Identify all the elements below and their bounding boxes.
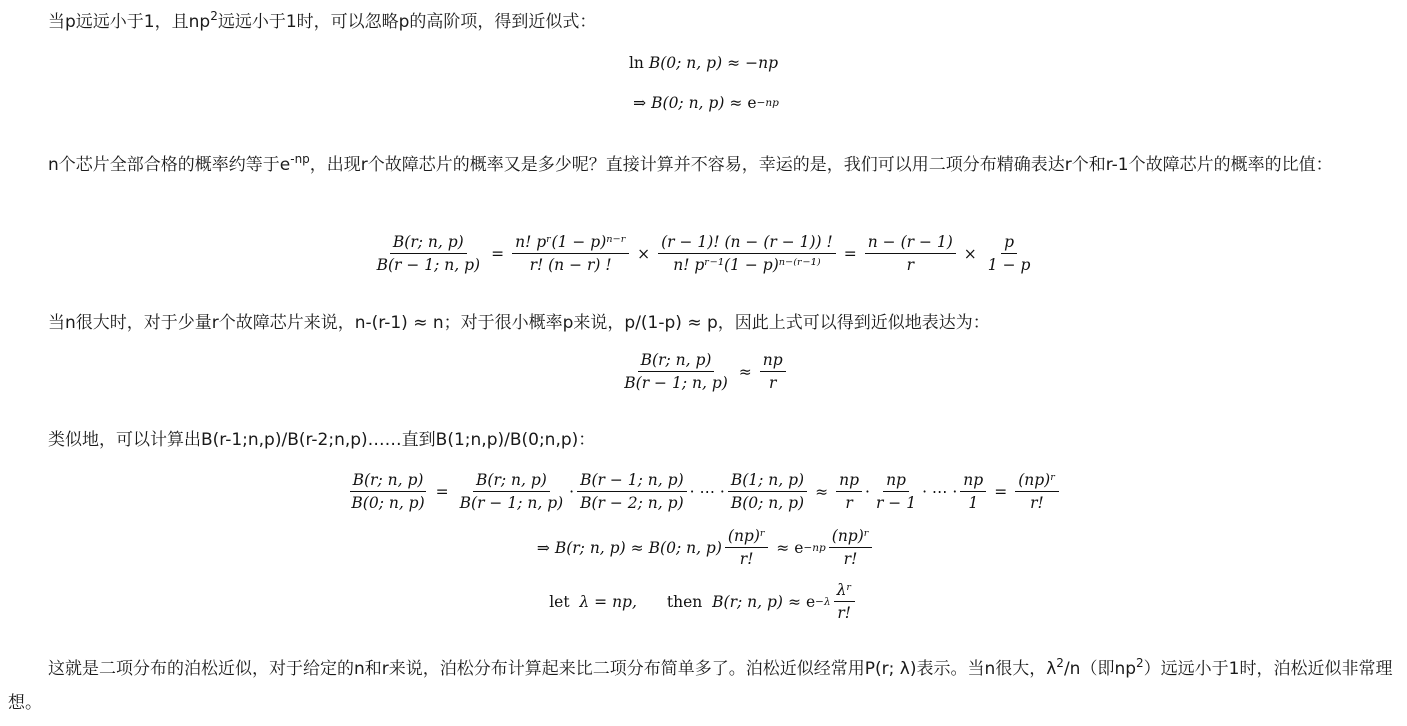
fraction-binomial-r bbox=[512, 233, 629, 274]
equals-sign: = bbox=[491, 244, 505, 263]
equation-product-chain bbox=[0, 471, 1407, 512]
fraction-chain-1 bbox=[457, 471, 567, 512]
exp-base: e bbox=[794, 538, 804, 557]
fraction-np-r-minus-1 bbox=[873, 471, 919, 512]
fraction-np-pow-r bbox=[1015, 471, 1058, 512]
approx-symbol: ≈ bbox=[630, 538, 644, 557]
fraction-numerator: n! pʳ(1 − p)ⁿ⁻ʳ bbox=[512, 233, 629, 254]
fraction-denominator: n! pʳ⁻¹(1 − p)ⁿ⁻⁽ʳ⁻¹⁾ bbox=[673, 256, 821, 274]
fraction-lambda-pow-r bbox=[834, 581, 855, 622]
fraction-numerator: p bbox=[1001, 233, 1017, 254]
paragraph-5-text-b: /n（即np bbox=[1063, 659, 1137, 679]
approx-symbol: ≈ bbox=[727, 54, 741, 72]
exp-base: e bbox=[805, 592, 816, 611]
fraction-denominator: B(r − 1; n, p) bbox=[459, 494, 564, 512]
fraction-denominator: r − 1 bbox=[875, 494, 917, 512]
paragraph-5-text-c: ）远远小于1时，泊松近似非常理想。 bbox=[8, 659, 1393, 713]
fraction-numerator: B(r; n, p) bbox=[350, 471, 427, 492]
eq6-lhs: B(r; n, p) bbox=[554, 538, 626, 557]
ellipsis-operator: · ⋯ · bbox=[922, 482, 958, 501]
fraction-numerator: np bbox=[960, 471, 986, 492]
fraction-numerator: (np)ʳ bbox=[725, 527, 768, 548]
paragraph-2-text-a: n个芯片全部合格的概率约等于e bbox=[48, 155, 291, 175]
fraction-numerator: np bbox=[760, 351, 786, 372]
fraction-denominator: 1 bbox=[968, 494, 979, 512]
fraction-numerator: B(r; n, p) bbox=[473, 471, 550, 492]
paragraph-1-superscript: 2 bbox=[210, 9, 218, 23]
paragraph-4 bbox=[8, 423, 1393, 457]
paragraph-1 bbox=[8, 5, 1393, 39]
equation-ln-b0 bbox=[0, 54, 1407, 72]
fraction-denominator: B(r − 2; n, p) bbox=[580, 494, 684, 512]
approx-symbol: ≈ bbox=[738, 362, 752, 381]
eq7-lhs: B(r; n, p) bbox=[712, 592, 783, 611]
equals-sign: = bbox=[994, 482, 1008, 501]
fraction-denominator: r bbox=[845, 494, 853, 512]
approx-symbol: ≈ bbox=[729, 94, 743, 112]
eq6-b0: B(0; n, p) bbox=[648, 538, 722, 557]
fraction-chain-last bbox=[728, 471, 807, 512]
equation-poisson-lambda: let λ = np, then B(r; n, p) ≈ e −λ $\frac{\text{λʳ}}{r!}$ bbox=[0, 581, 1407, 622]
paragraph-5-superscript-2: 2 bbox=[1136, 656, 1144, 670]
equation-ratio-exact bbox=[0, 233, 1407, 274]
fraction-numerator: B(1; n, p) bbox=[728, 471, 807, 492]
eq1-lhs: B(0; n, p) bbox=[648, 54, 723, 72]
fraction-denominator: B(r − 1; n, p) bbox=[624, 374, 728, 392]
fraction-numerator: B(r; n, p) bbox=[390, 233, 467, 254]
equals-sign: = bbox=[843, 244, 857, 263]
equals-sign: = bbox=[435, 482, 449, 501]
dot-operator: · bbox=[865, 482, 870, 501]
fraction-ratio bbox=[374, 233, 484, 274]
fraction-denominator: B(r − 1; n, p) bbox=[376, 256, 481, 274]
fraction-denominator: r! bbox=[837, 604, 852, 622]
fraction-np-pow-r bbox=[725, 527, 768, 568]
fraction-br-b0 bbox=[348, 471, 427, 512]
fraction-numerator: B(r − 1; n, p) bbox=[577, 471, 687, 492]
fraction-numerator: B(r; n, p) bbox=[638, 351, 715, 372]
eq1-rhs: −np bbox=[745, 54, 779, 72]
dot-operator: · bbox=[569, 482, 575, 501]
paragraph-5-superscript-1: 2 bbox=[1056, 656, 1064, 670]
fraction-ratio bbox=[621, 351, 731, 392]
equation-ratio-approx bbox=[0, 351, 1407, 392]
fraction-binomial-r-minus-1 bbox=[658, 233, 836, 274]
paragraph-1-text-a: 当p远远小于1，且np bbox=[48, 12, 211, 32]
implies-arrow: ⇒ bbox=[633, 94, 647, 112]
let-keyword: let bbox=[549, 592, 570, 611]
fraction-np-r bbox=[836, 471, 862, 512]
implies-arrow: ⇒ bbox=[536, 538, 550, 557]
times-sign: × bbox=[637, 244, 651, 263]
fraction-np-pow-r bbox=[829, 527, 872, 568]
approx-symbol: ≈ bbox=[787, 592, 801, 611]
ln-operator: ln bbox=[628, 54, 644, 72]
paragraph-5-text-a: 这就是二项分布的泊松近似，对于给定的n和r来说，泊松分布计算起来比二项分布简单多了。泊松近似经常用P(r; λ)表示。当n很大，λ bbox=[48, 659, 1057, 679]
equation-b0-exp: ⇒ B(0; n, p) ≈ e −np bbox=[633, 94, 779, 112]
fraction-numerator: (np)ʳ bbox=[829, 527, 872, 548]
lambda-definition: λ = np, bbox=[579, 592, 637, 611]
paragraph-2 bbox=[8, 148, 1393, 182]
paragraph-2-superscript: -np bbox=[290, 152, 310, 166]
fraction-n-minus bbox=[865, 233, 956, 274]
fraction-denominator: r! bbox=[739, 550, 754, 568]
paragraph-5 bbox=[8, 652, 1393, 720]
fraction-chain-2 bbox=[577, 471, 687, 512]
fraction-denominator: r bbox=[906, 256, 914, 274]
paragraph-4-text: 类似地，可以计算出B(r-1;n,p)/B(r-2;n,p)……直到B(1;n,p)/B(0;n,p)： bbox=[48, 430, 596, 450]
ellipsis-operator: · ⋯ · bbox=[689, 482, 725, 501]
fraction-np-1 bbox=[960, 471, 986, 512]
fraction-np-over-r bbox=[760, 351, 786, 392]
fraction-numerator: np bbox=[883, 471, 909, 492]
fraction-numerator: np bbox=[836, 471, 862, 492]
fraction-denominator: r! bbox=[843, 550, 858, 568]
paragraph-1-text-b: 远远小于1时，可以忽略p的高阶项，得到近似式： bbox=[217, 12, 597, 32]
fraction-numerator: (r − 1)! (n − (r − 1)) ! bbox=[658, 233, 836, 254]
approx-symbol: ≈ bbox=[815, 482, 829, 501]
fraction-numerator: λʳ bbox=[834, 581, 855, 602]
equation-poisson-derive: ⇒ B(r; n, p) ≈ B(0; n, p) $\frac{\text{(np)ʳ}}{r!}$ ≈ e −np $\frac{\text{(np)ʳ}}{r!}$ bbox=[0, 527, 1407, 568]
fraction-numerator: n − (r − 1) bbox=[865, 233, 956, 254]
fraction-denominator: B(0; n, p) bbox=[730, 494, 805, 512]
paragraph-2-text-b: ，出现r个故障芯片的概率又是多少呢？直接计算并不容易，幸运的是，我们可以用二项分布精确表达r个和r-1个故障芯片的概率的比值： bbox=[309, 155, 1333, 175]
fraction-p-ratio bbox=[985, 233, 1034, 274]
approx-symbol: ≈ bbox=[776, 538, 790, 557]
fraction-denominator: r! (n − r) ! bbox=[529, 256, 612, 274]
then-keyword: then bbox=[666, 592, 703, 611]
fraction-denominator: r bbox=[769, 374, 777, 392]
fraction-denominator: r! bbox=[1030, 494, 1044, 512]
fraction-denominator: 1 − p bbox=[987, 256, 1031, 274]
fraction-denominator: B(0; n, p) bbox=[351, 494, 425, 512]
times-sign: × bbox=[963, 244, 977, 263]
paragraph-3-text: 当n很大时，对于少量r个故障芯片来说，n-(r-1) ≈ n；对于很小概率p来说，p/(1-p) ≈ p，因此上式可以得到近似地表达为： bbox=[48, 313, 990, 333]
fraction-numerator: (np)ʳ bbox=[1015, 471, 1058, 492]
paragraph-3 bbox=[8, 306, 1393, 340]
eq2-lhs: B(0; n, p) bbox=[651, 94, 725, 112]
exp-base: e bbox=[747, 94, 757, 112]
